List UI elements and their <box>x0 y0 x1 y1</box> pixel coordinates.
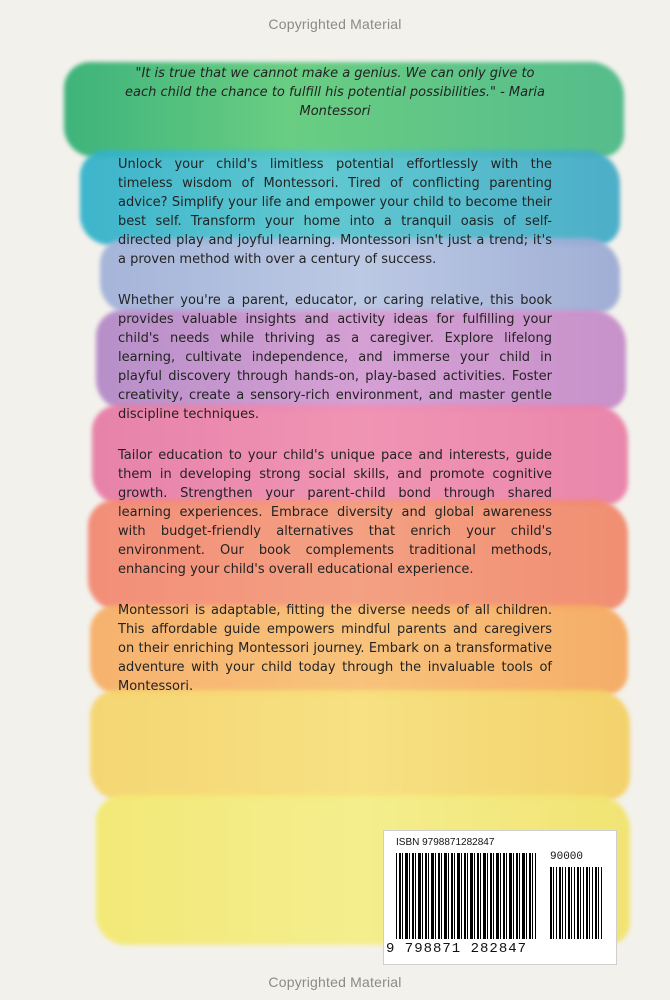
montessori-quote: "It is true that we cannot make a genius. We can only give to each child the chance to fulfill his potential possibilities." - Maria Montessori <box>125 66 545 119</box>
isbn-barcode <box>383 830 617 965</box>
copyright-watermark-top: Copyrighted Material <box>268 16 402 32</box>
back-cover-text <box>118 64 552 718</box>
blurb-paragraph-4: Montessori is adaptable, fitting the diverse needs of all children. This affordable guide empowers mindful parents and caregivers on their enriching Montessori journey. Embark on a transformative adventure with your child today through the invaluable tools of Montessori. <box>118 603 552 694</box>
blurb-paragraph-2: Whether you're a parent, educator, or caring relative, this book provides valuable insights and activity ideas for fulfilling your child's needs while thriving as a caregiver. Explore lifelong learning, cultivate independence, and immerse your child in playful discovery through hands-on, play-based activities. Foster creativity, create a sensory-rich environment, and master gentle discipline techniques. <box>118 293 552 422</box>
copyright-watermark-bottom: Copyrighted Material <box>268 974 402 990</box>
barcode-bars-icon <box>396 853 536 939</box>
price-code: 90000 <box>550 851 584 863</box>
blurb-paragraph-1: Unlock your child's limitless potential effortlessly with the timeless wisdom of Montessori. Tired of conflicting parenting advice? Simplify your life and empower your child to become their best self. Transform your home into a tranquil oasis of self-directed play and joyful learning. Montessori isn't just a trend; it's a proven method with over a century of success. <box>118 157 552 267</box>
isbn-label: ISBN 9798871282847 <box>396 837 495 848</box>
price-barcode-bars-icon <box>550 867 604 939</box>
blurb-paragraph-3: Tailor education to your child's unique pace and interests, guide them in developing strong social skills, and promote cognitive growth. Strengthen your parent-child bond through shared learning experiences. Embrace diversity and global awareness with budget-friendly alternatives that enrich your child's environment. Our book complements traditional methods, enhancing your child's overall educational experience. <box>118 448 552 577</box>
barcode-digits: 9 798871 282847 <box>386 941 528 957</box>
